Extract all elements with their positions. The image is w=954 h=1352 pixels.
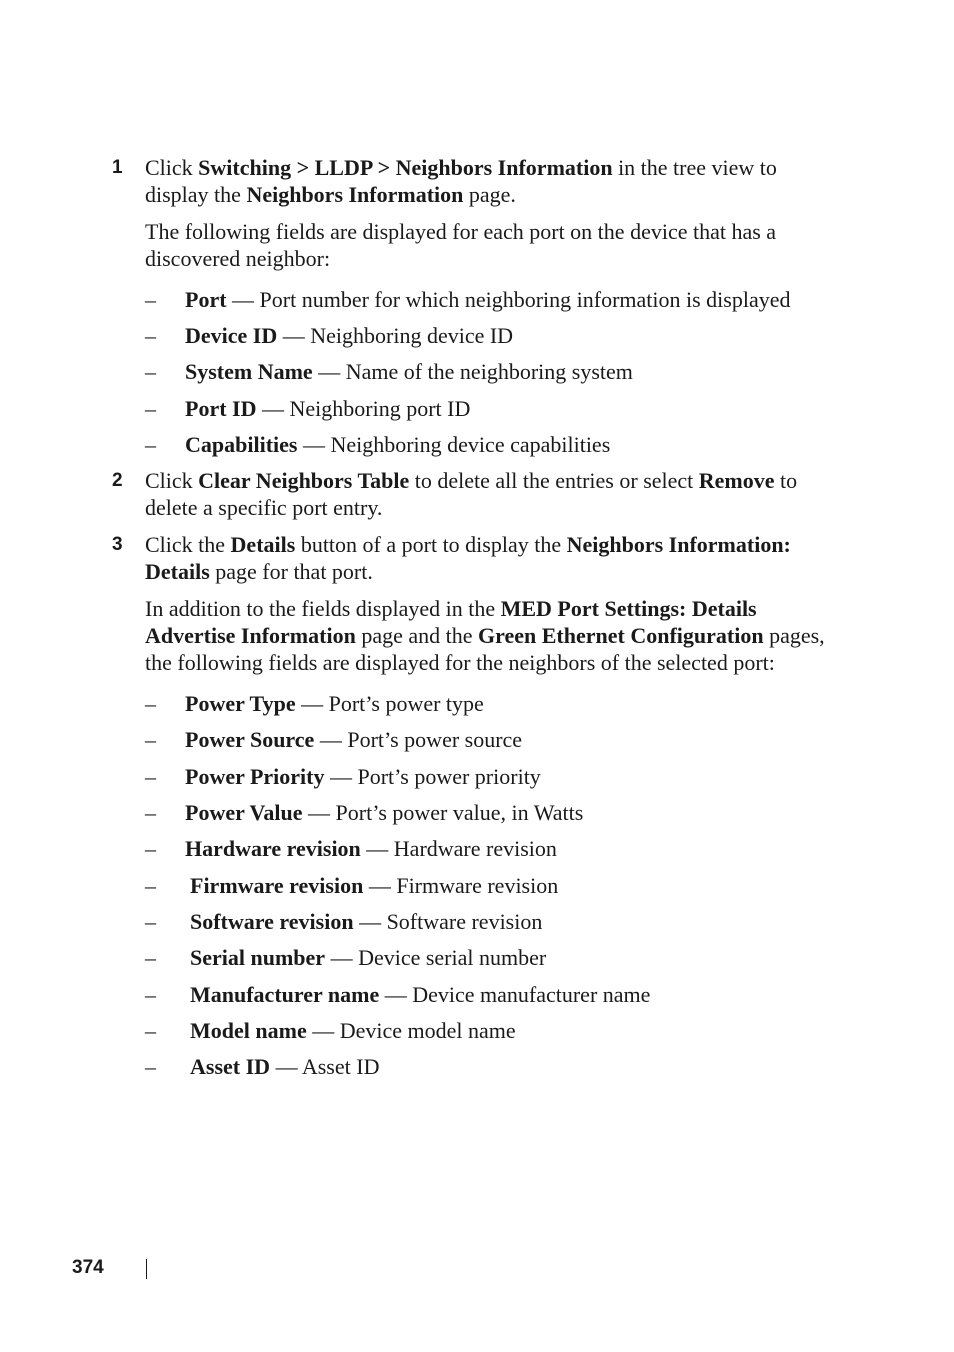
- list-dash: –: [145, 396, 156, 421]
- field-term: Device ID: [185, 323, 278, 348]
- text-run: page for that port.: [209, 559, 373, 584]
- field-term: System Name: [185, 359, 313, 384]
- field-desc: — Hardware revision: [360, 836, 557, 861]
- field-desc: — Neighboring device ID: [277, 323, 514, 348]
- list-dash: –: [145, 432, 156, 457]
- text-run: Click: [145, 468, 199, 493]
- body-paragraph: The following fields are displayed for each port on the device that has a discovered neighbor:: [145, 219, 777, 271]
- list-dash: –: [145, 764, 156, 789]
- field-term: Power Value: [185, 800, 303, 825]
- step-paragraph: [145, 154, 835, 208]
- text-run: In addition to the fields displayed in the: [145, 596, 501, 621]
- menu-path: Switching > LLDP > Neighbors Information: [198, 155, 613, 180]
- field-term: Firmware revision: [190, 873, 364, 898]
- list-dash: –: [145, 727, 156, 752]
- field-item: [185, 286, 791, 313]
- field-item: [190, 944, 546, 971]
- text-run: page and the: [355, 623, 478, 648]
- list-dash: –: [145, 982, 156, 1007]
- field-term: Capabilities: [185, 432, 298, 457]
- text-run: page.: [463, 182, 516, 207]
- field-desc: — Firmware revision: [363, 873, 559, 898]
- field-item: [190, 872, 558, 899]
- field-item: [190, 908, 542, 935]
- field-item: [190, 1017, 516, 1044]
- field-item: [190, 1053, 379, 1080]
- field-term: Power Type: [185, 691, 296, 716]
- field-desc: — Port’s power value, in Watts: [302, 800, 584, 825]
- field-term: Serial number: [190, 945, 326, 970]
- page-name: Green Ethernet Configuration: [477, 623, 764, 648]
- field-desc: — Port’s power type: [295, 691, 484, 716]
- field-term: Manufacturer name: [190, 982, 380, 1007]
- field-desc: — Neighboring port ID: [256, 396, 471, 421]
- field-item: [185, 358, 633, 385]
- field-term: Port: [185, 287, 227, 312]
- step-paragraph: [145, 467, 835, 521]
- field-item: [185, 690, 484, 717]
- text-run: button of a port to display the: [295, 532, 567, 557]
- text-run: to delete all the entries or select: [409, 468, 699, 493]
- field-desc: — Name of the neighboring system: [312, 359, 633, 384]
- field-desc: — Device manufacturer name: [379, 982, 651, 1007]
- field-desc: — Port’s power source: [314, 727, 523, 752]
- footer-divider: [146, 1259, 147, 1279]
- field-desc: — Device model name: [306, 1018, 516, 1043]
- field-item: [185, 322, 513, 349]
- field-item: [185, 799, 583, 826]
- text-run: Click the: [145, 532, 231, 557]
- list-dash: –: [145, 287, 156, 312]
- step-number: 2: [112, 470, 123, 491]
- text-run: Click: [145, 155, 199, 180]
- button-name: Details: [230, 532, 296, 557]
- field-item: [185, 395, 470, 422]
- text-run: to delete a specific port entry.: [145, 468, 798, 520]
- field-item: [185, 835, 557, 862]
- field-term: Power Source: [185, 727, 315, 752]
- list-dash: –: [145, 945, 156, 970]
- step-paragraph: [145, 531, 835, 585]
- field-desc: — Port’s power priority: [324, 764, 541, 789]
- field-desc: — Neighboring device capabilities: [297, 432, 611, 457]
- list-dash: –: [145, 1054, 156, 1079]
- field-desc: — Device serial number: [325, 945, 547, 970]
- field-term: Hardware revision: [185, 836, 361, 861]
- field-term: Software revision: [190, 909, 354, 934]
- field-item: [190, 981, 650, 1008]
- field-term: Power Priority: [185, 764, 325, 789]
- list-dash: –: [145, 323, 156, 348]
- field-desc: — Software revision: [353, 909, 543, 934]
- field-desc: — Port number for which neighboring information is displayed: [226, 287, 791, 312]
- text-run: pages, the following fields are displayed for the neighbors of the selected port:: [145, 623, 825, 675]
- field-item: [185, 726, 522, 753]
- step-number: 1: [112, 157, 123, 178]
- list-dash: –: [145, 359, 156, 384]
- step-number: 3: [112, 534, 123, 555]
- body-paragraph: [145, 595, 835, 676]
- list-dash: –: [145, 909, 156, 934]
- page-name: Neighbors Information: Details: [145, 532, 791, 584]
- list-dash: –: [145, 800, 156, 825]
- field-term: Port ID: [185, 396, 257, 421]
- text-run: in the tree view to display the: [145, 155, 777, 207]
- button-name: Clear Neighbors Table: [198, 468, 410, 493]
- field-item: [185, 431, 610, 458]
- list-dash: –: [145, 836, 156, 861]
- field-item: [185, 763, 541, 790]
- button-name: Remove: [698, 468, 775, 493]
- page-name: MED Port Settings: Details Advertise Information: [145, 596, 757, 648]
- page-name: Neighbors Information: [246, 182, 464, 207]
- page-number: 374: [72, 1257, 104, 1278]
- field-desc: — Asset ID: [270, 1054, 380, 1079]
- list-dash: –: [145, 873, 156, 898]
- list-dash: –: [145, 1018, 156, 1043]
- field-term: Model name: [190, 1018, 307, 1043]
- field-term: Asset ID: [190, 1054, 271, 1079]
- list-dash: –: [145, 691, 156, 716]
